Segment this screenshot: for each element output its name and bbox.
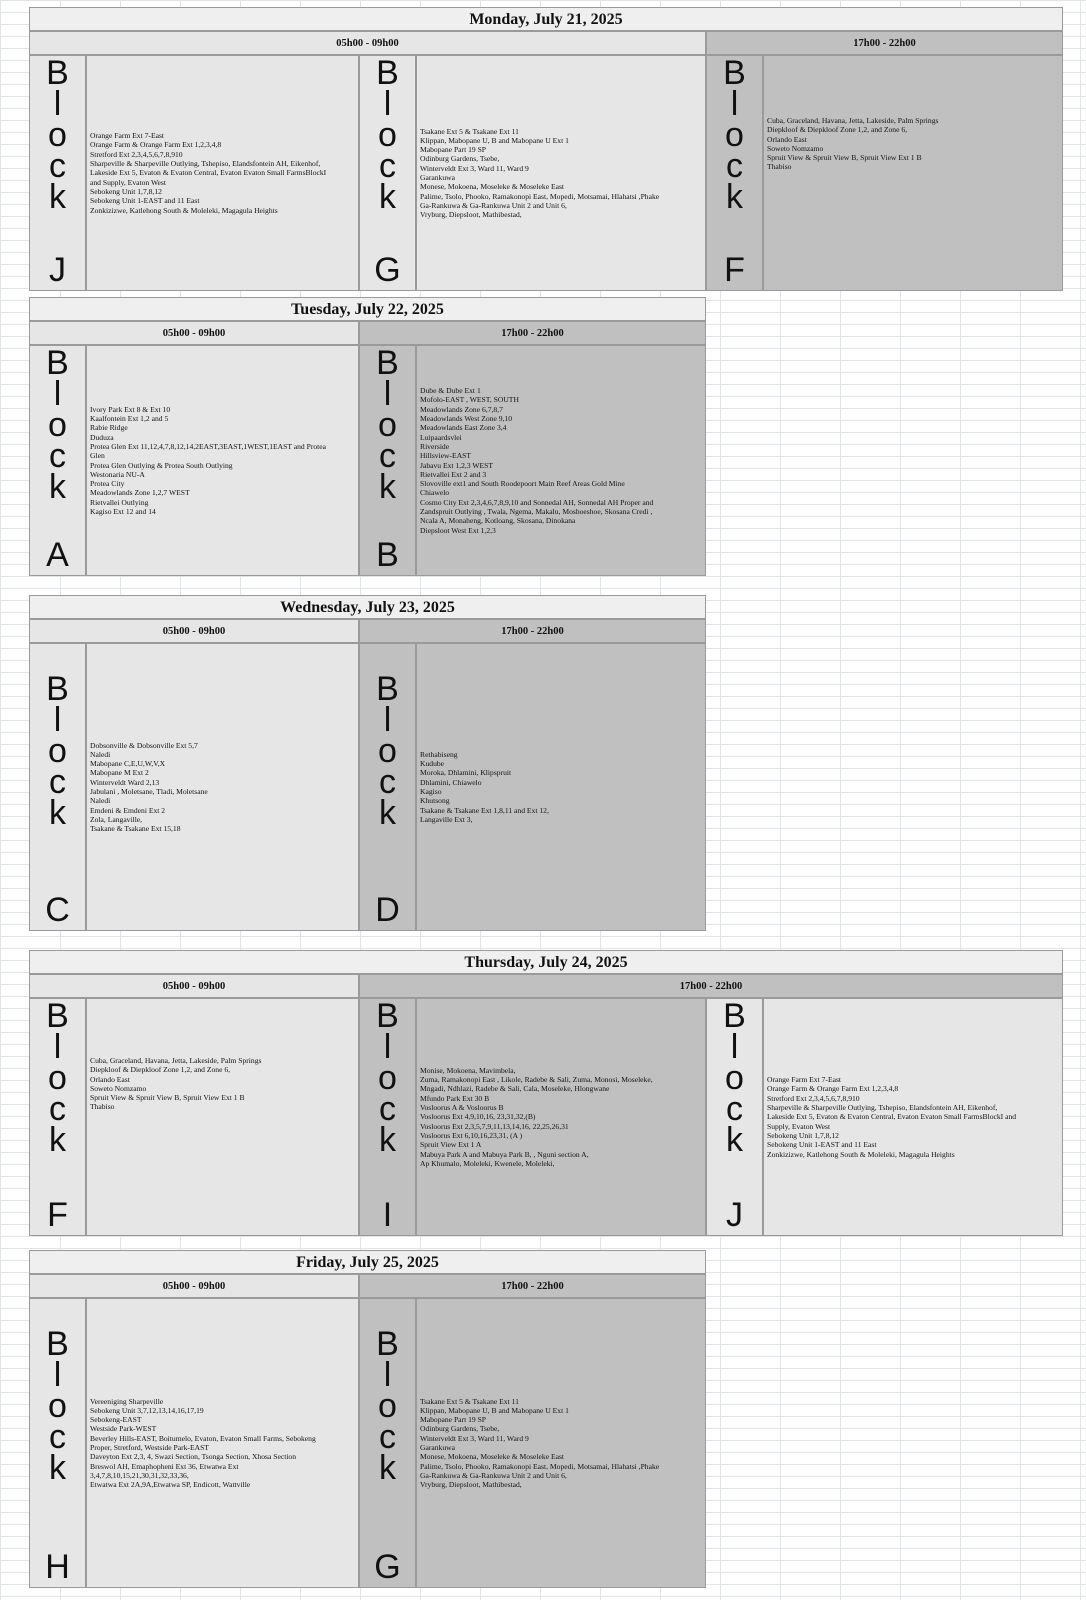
area-line: Protea Glen Outlying & Protea South Outlying	[90, 460, 233, 470]
block-word-char: c	[49, 763, 66, 801]
block-word-char: l	[383, 701, 392, 739]
block-label	[29, 643, 86, 931]
area-line: Proper, Stretford, Westside Park-EAST	[90, 1443, 209, 1452]
block-word-char: l	[383, 1028, 392, 1066]
block-areas	[763, 55, 1063, 291]
area-line: Sharpeville & Sharpeville Outlying, Tshepiso, Elandsfontein AH, Eikenhof,	[90, 159, 321, 169]
block-word-char: c	[49, 147, 66, 185]
area-line: Soweto Nomzamo	[767, 143, 824, 153]
area-line: Mabuya Park A and Mabuya Park B, , Nguni section A,	[420, 1149, 589, 1159]
area-line: Zola, Langaville,	[90, 814, 143, 824]
area-line: 3,4,7,8,10,15,21,30,31,32,33,36,	[90, 1470, 189, 1480]
block-word-char: o	[48, 1387, 67, 1425]
area-line: Monese, Mokoena, Moseleke & Moseleke East	[420, 1452, 565, 1462]
area-line: Chiawelo	[420, 488, 450, 498]
area-line: Westside Park-WEST	[90, 1424, 157, 1434]
block-word-char: B	[46, 670, 69, 708]
block-word-char: k	[726, 178, 743, 216]
slot-morning: 05h00 - 09h00	[29, 1274, 359, 1298]
block-word	[46, 670, 69, 832]
block-word-char: k	[379, 468, 396, 506]
slot-morning: 05h00 - 09h00	[29, 619, 359, 643]
block-word-char: c	[49, 1418, 66, 1456]
area-line: Zonkizizwe, Katlehong South & Moleleki, Magagula Heights	[767, 1149, 955, 1159]
area-line: Mabopane Part 19 SP	[420, 145, 487, 155]
block-label	[29, 345, 86, 576]
area-line: Vosloorus A & Vosloorus B	[420, 1103, 504, 1113]
area-line: Supply, Evaton West	[767, 1121, 831, 1131]
area-line: Stretford Ext 2,3,4,5,6,7,8,910	[767, 1093, 860, 1103]
area-line: Spruit View & Spruit View B, Spruit View Ext 1 B	[767, 153, 922, 163]
block-word	[376, 997, 399, 1159]
area-line: Slovoville ext1 and South Roodepoort Main Reef Areas Gold Mine	[420, 479, 625, 489]
area-line: Zandspruit Outlying , Twala, Ngema, Makalu, Moshoeshoe, Skosana Credi ,	[420, 506, 653, 516]
block-word-char: o	[48, 732, 67, 770]
area-line: Protea Glen Ext 11,12,4,7,8,12,14,2EAST,3EAST,1WEST,1EAST and Protea	[90, 441, 327, 451]
slot-evening: 17h00 - 22h00	[706, 31, 1063, 55]
area-line: Sebokeng Unit 1-EAST and 11 East	[767, 1140, 877, 1150]
area-line: Kagiso Ext 12 and 14	[90, 506, 156, 516]
block-letter: F	[724, 251, 745, 289]
area-line: Zonkizizwe, Katlehong South & Moleleki, Magagula Heights	[90, 205, 278, 215]
area-line: Cuba, Graceland, Havana, Jetta, Lakeside, Palm Springs	[767, 116, 939, 125]
block-word-char: k	[379, 794, 396, 832]
area-line: Meadowlands West Zone 9,10	[420, 414, 513, 424]
block-label	[359, 998, 416, 1236]
area-line: Kaalfontein Ext 1,2 and 5	[90, 414, 169, 424]
area-line: Palime, Tsolo, Phooko, Ramakonopi East, Mopedi, Motsamai, Hlahatsi ,Phake	[420, 1461, 660, 1471]
area-line: Tsakane & Tsakane Ext 1,8,11 and Ext 12,	[420, 805, 549, 815]
block-areas	[416, 345, 706, 576]
block-word	[376, 54, 399, 216]
day-title: Friday, July 25, 2025	[29, 1250, 706, 1274]
block-letter: A	[46, 536, 69, 574]
block-letter: F	[47, 1196, 68, 1234]
block-word-char: B	[376, 670, 399, 708]
block-word-char: l	[383, 85, 392, 123]
block-letter: B	[376, 536, 399, 574]
block-word	[46, 997, 69, 1159]
area-line: Klippan, Mabopane U, B and Mabopane U Ext 1	[420, 135, 569, 145]
block-label	[359, 55, 416, 291]
block-areas	[763, 998, 1063, 1236]
block-word-char: l	[53, 701, 62, 739]
area-line: Orlando East	[767, 134, 807, 144]
area-line: Orlando East	[90, 1074, 130, 1084]
block-word	[46, 54, 69, 216]
area-line: Ivory Park Ext 8 & Ext 10	[90, 404, 171, 414]
block-word-char: o	[378, 1059, 397, 1097]
block-word-char: o	[48, 116, 67, 154]
area-line: Glen	[90, 451, 105, 461]
block-label	[359, 1298, 416, 1588]
area-line: Mabopane M Ext 2	[90, 768, 149, 778]
block-areas	[416, 55, 706, 291]
block-word-char: o	[48, 1059, 67, 1097]
block-word-char: l	[383, 375, 392, 413]
block-word-char: l	[53, 1356, 62, 1394]
area-line: Dhlamini, Chiawelo	[420, 777, 482, 787]
slot-evening: 17h00 - 22h00	[359, 619, 706, 643]
area-line: Duduza	[90, 432, 114, 442]
block-word-char: c	[49, 1090, 66, 1128]
block-word	[723, 54, 746, 216]
block-word-char: c	[379, 437, 396, 475]
area-line: Khutsong	[420, 796, 450, 806]
area-line: Mabopane Part 19 SP	[420, 1415, 487, 1425]
block-word-char: o	[48, 406, 67, 444]
area-line: Protea City	[90, 479, 125, 489]
area-line: Vryburg, Diepsloot, Mathibestad,	[420, 210, 522, 220]
area-line: Mofolo-EAST , WEST, SOUTH	[420, 395, 519, 405]
block-letter: J	[49, 251, 66, 289]
area-line: Jabavu Ext 1,2,3 WEST	[420, 460, 494, 470]
slot-morning: 05h00 - 09h00	[29, 321, 359, 345]
block-word-char: k	[49, 468, 66, 506]
area-line: Dube & Dube Ext 1	[420, 386, 481, 396]
block-areas	[86, 55, 359, 291]
block-word-char: o	[725, 116, 744, 154]
area-line: Orange Farm Ext 7-East	[90, 131, 165, 141]
block-label	[706, 998, 763, 1236]
area-line: Mngadi, Ndhlazi, Radebe & Sali, Cala, Moseleke, Hlongwane	[420, 1084, 610, 1094]
block-word-char: c	[726, 1090, 743, 1128]
block-word	[376, 1325, 399, 1487]
block-word-char: B	[46, 1325, 69, 1363]
area-line: Mfundo Park Ext 30 B	[420, 1093, 490, 1103]
block-label	[29, 1298, 86, 1588]
area-line: Diepsloot West Ext 1,2,3	[420, 525, 496, 535]
block-word-char: l	[383, 1356, 392, 1394]
block-word-char: c	[379, 1418, 396, 1456]
block-word-char: B	[376, 344, 399, 382]
block-word-char: c	[726, 147, 743, 185]
area-line: Soweto Nomzamo	[90, 1083, 147, 1093]
block-word	[723, 997, 746, 1159]
area-line: Rabie Ridge	[90, 423, 128, 433]
area-line: Vereeniging Sharpeville	[90, 1396, 164, 1406]
area-line: Vosloorus Ext 6,10,16,23,31, (A )	[420, 1130, 523, 1140]
area-line: Jabulani , Moletsane, Tladi, Moletsane	[90, 787, 208, 796]
area-line: Monise, Mokoena, Mavimbela,	[420, 1065, 516, 1075]
area-line: Orange Farm Ext 7-East	[767, 1075, 842, 1085]
block-word-char: k	[49, 794, 66, 832]
block-letter: I	[382, 1196, 393, 1234]
slot-evening: 17h00 - 22h00	[359, 321, 706, 345]
area-line: Spruit View Ext 1 A	[420, 1140, 482, 1150]
block-word-char: l	[730, 85, 739, 123]
block-areas	[86, 643, 359, 931]
area-line: Hillsview-EAST	[420, 451, 472, 461]
area-line: Luipaardsvlei	[420, 432, 462, 442]
area-line: Thabiso	[767, 162, 792, 172]
area-line: Meadowlands Zone 1,2,7 WEST	[90, 488, 190, 498]
area-line: Kudube	[420, 759, 445, 769]
block-word-char: k	[379, 1121, 396, 1159]
block-word-char: o	[378, 732, 397, 770]
area-line: Dobsonville & Dobsonville Ext 5,7	[90, 740, 198, 750]
block-word-char: k	[49, 1449, 66, 1487]
block-word-char: k	[379, 178, 396, 216]
area-line: Lakeside Ext 5, Evaton & Evaton Central, Evaton Evaton Small FarmsBlockI and	[767, 1112, 1017, 1122]
block-letter: J	[726, 1196, 743, 1234]
area-line: Riverside	[420, 441, 450, 451]
block-word-char: l	[53, 85, 62, 123]
block-word-char: B	[723, 54, 746, 92]
area-line: Diepkloof & Diepkloof Zone 1,2, and Zone 6,	[767, 125, 908, 135]
block-word-char: B	[46, 344, 69, 382]
area-line: Langaville Ext 3,	[420, 814, 473, 824]
area-line: Naledi	[90, 796, 111, 806]
area-line: Tsakane & Tsakane Ext 15,18	[90, 824, 181, 834]
area-line: Daveyton Ext 2,3, 4, Swazi Section, Tsonga Section, Xhosa Section	[90, 1452, 297, 1462]
block-word-char: c	[379, 147, 396, 185]
block-word-char: l	[730, 1028, 739, 1066]
block-word-char: l	[53, 1028, 62, 1066]
area-line: Lakeside Ext 5, Evaton & Evaton Central, Evaton Evaton Small FarmsBlockI	[90, 168, 327, 178]
block-areas	[86, 1298, 359, 1588]
area-line: Breswol AH, Emaphopheni Ext 36, Etwatwa Ext	[90, 1461, 239, 1471]
block-word-char: l	[53, 375, 62, 413]
block-letter: H	[45, 1548, 70, 1586]
area-line: Orange Farm & Orange Farm Ext 1,2,3,4,8	[90, 140, 222, 150]
area-line: Vosloorus Ext 2,3,5,7,9,11,13,14,16, 22,25,26,31	[420, 1121, 569, 1131]
block-word-char: o	[725, 1059, 744, 1097]
area-line: Moroka, Dhlamini, Klipspruit	[420, 768, 512, 778]
block-word	[46, 1325, 69, 1487]
block-areas	[86, 998, 359, 1236]
slot-morning: 05h00 - 09h00	[29, 31, 706, 55]
block-label	[29, 55, 86, 291]
block-word-char: B	[376, 1325, 399, 1363]
area-line: Tsakane Ext 5 & Tsakane Ext 11	[420, 1396, 519, 1406]
area-line: Orange Farm & Orange Farm Ext 1,2,3,4,8	[767, 1084, 899, 1094]
area-line: Emdeni & Emdeni Ext 2	[90, 805, 166, 815]
block-word-char: k	[49, 1121, 66, 1159]
area-line: Garankuwa	[420, 1443, 455, 1452]
area-line: and Supply, Evaton West	[90, 177, 166, 187]
block-label	[29, 998, 86, 1236]
area-line: Etwatwa Ext 2A,9A,Etwatwa SP, Endicott, Wattville	[90, 1480, 251, 1490]
block-areas	[416, 643, 706, 931]
area-line: Odinburg Gardens, Tsebe,	[420, 154, 500, 164]
block-label	[359, 643, 416, 931]
block-letter: D	[375, 891, 400, 929]
area-line: Ga-Rankuwa & Ga-Rankuwa Unit 2 and Unit 6,	[420, 1470, 567, 1480]
block-word-char: c	[379, 763, 396, 801]
area-line: Odinburg Gardens, Tsebe,	[420, 1424, 500, 1434]
area-line: Rethabiseng	[420, 749, 458, 759]
block-word-char: B	[376, 997, 399, 1035]
day-title: Wednesday, July 23, 2025	[29, 595, 706, 619]
block-word	[376, 344, 399, 506]
area-line: Kagiso	[420, 787, 442, 796]
area-line: Stretford Ext 2,3,4,5,6,7,8,910	[90, 149, 183, 159]
area-line: Sebokeng Unit 1,7,8,12	[767, 1130, 839, 1140]
day-title: Thursday, July 24, 2025	[29, 950, 1063, 974]
block-word-char: k	[379, 1449, 396, 1487]
day-title: Monday, July 21, 2025	[29, 7, 1063, 31]
block-letter: G	[374, 251, 401, 289]
block-letter: G	[374, 1548, 401, 1586]
block-letter: C	[45, 891, 70, 929]
area-line: Sebokeng Unit 3,7,12,13,14,16,17,19	[90, 1405, 204, 1415]
slot-evening: 17h00 - 22h00	[359, 1274, 706, 1298]
block-word-char: B	[46, 997, 69, 1035]
area-line: Ncala A, Monaheng, Kotloang, Skosana, Dinokana	[420, 516, 576, 526]
area-line: Sebokeng Unit 1-EAST and 11 East	[90, 196, 200, 206]
block-word	[376, 670, 399, 832]
block-word	[46, 344, 69, 506]
block-areas	[416, 1298, 706, 1588]
area-line: Spruit View & Spruit View B, Spruit View Ext 1 B	[90, 1093, 245, 1103]
area-line: Cosmo City Ext 2,3,4,6,7,8,9,10 and Sonnedal AH, Sonnedal AH Proper and	[420, 497, 654, 507]
block-word-char: c	[379, 1090, 396, 1128]
area-line: Cuba, Graceland, Havana, Jetta, Lakeside, Palm Springs	[90, 1056, 262, 1065]
block-areas	[86, 345, 359, 576]
area-line: Westonaria NU-A	[90, 469, 145, 479]
area-line: Sharpeville & Sharpeville Outlying, Tshepiso, Elandsfontein AH, Eikenhof,	[767, 1103, 998, 1113]
area-line: Rietvallei Ext 2 and 3	[420, 469, 487, 479]
block-word-char: B	[376, 54, 399, 92]
area-line: Ap Khumalo, Moleleki, Kwenele, Moleleki,	[420, 1158, 555, 1168]
block-word-char: B	[723, 997, 746, 1035]
area-line: Rietvallei Outlying	[90, 497, 149, 507]
day-title: Tuesday, July 22, 2025	[29, 297, 706, 321]
block-word-char: k	[726, 1121, 743, 1159]
area-line: Beverley Hills-EAST, Boitumelo, Evaton, Evaton Small Farms, Sebokeng	[90, 1433, 316, 1443]
area-line: Meadowlands Zone 6,7,8,7	[420, 404, 503, 414]
area-line: Palime, Tsolo, Phooko, Ramakonopi East, Mopedi, Motsamai, Hlahatsi ,Phake	[420, 191, 660, 201]
area-line: Zuma, Ramakonopi East , Likole, Radebe & Sali, Zuma, Monosi, Moseleke,	[420, 1075, 653, 1085]
area-line: Garankuwa	[420, 173, 455, 182]
area-line: Ga-Rankuwa & Ga-Rankuwa Unit 2 and Unit 6,	[420, 200, 567, 210]
area-line: Sebokeng-EAST	[90, 1415, 142, 1425]
area-line: Sebokeng Unit 1,7,8,12	[90, 186, 162, 196]
block-word-char: k	[49, 178, 66, 216]
block-label	[359, 345, 416, 576]
slot-morning: 05h00 - 09h00	[29, 974, 359, 998]
block-word-char: o	[378, 1387, 397, 1425]
area-line: Monese, Mokoena, Moseleke & Moseleke East	[420, 182, 565, 192]
area-line: Vryburg, Diepsloot, Mathibestad,	[420, 1480, 522, 1490]
block-word-char: c	[49, 437, 66, 475]
block-word-char: o	[378, 406, 397, 444]
area-line: Naledi	[90, 749, 111, 759]
block-word-char: B	[46, 54, 69, 92]
area-line: Winterveldt Ward 2,13	[90, 777, 160, 787]
area-line: Thabiso	[90, 1102, 115, 1112]
area-line: Mabopane C,E,U,W,V,X	[90, 759, 166, 769]
area-line: Tsakane Ext 5 & Tsakane Ext 11	[420, 126, 519, 136]
area-line: Diepkloof & Diepkloof Zone 1,2, and Zone 6,	[90, 1065, 231, 1075]
block-word-char: o	[378, 116, 397, 154]
block-areas	[416, 998, 706, 1236]
area-line: Winterveldt Ext 3, Ward 11, Ward 9	[420, 163, 529, 173]
area-line: Winterveldt Ext 3, Ward 11, Ward 9	[420, 1433, 529, 1443]
area-line: Meadowlands East Zone 3,4	[420, 423, 507, 433]
block-label	[706, 55, 763, 291]
slot-evening: 17h00 - 22h00	[359, 974, 1063, 998]
area-line: Klippan, Mabopane U, B and Mabopane U Ext 1	[420, 1405, 569, 1415]
area-line: Vosloorus Ext 4,9,10,16, 23,31,32,(B)	[420, 1112, 536, 1122]
